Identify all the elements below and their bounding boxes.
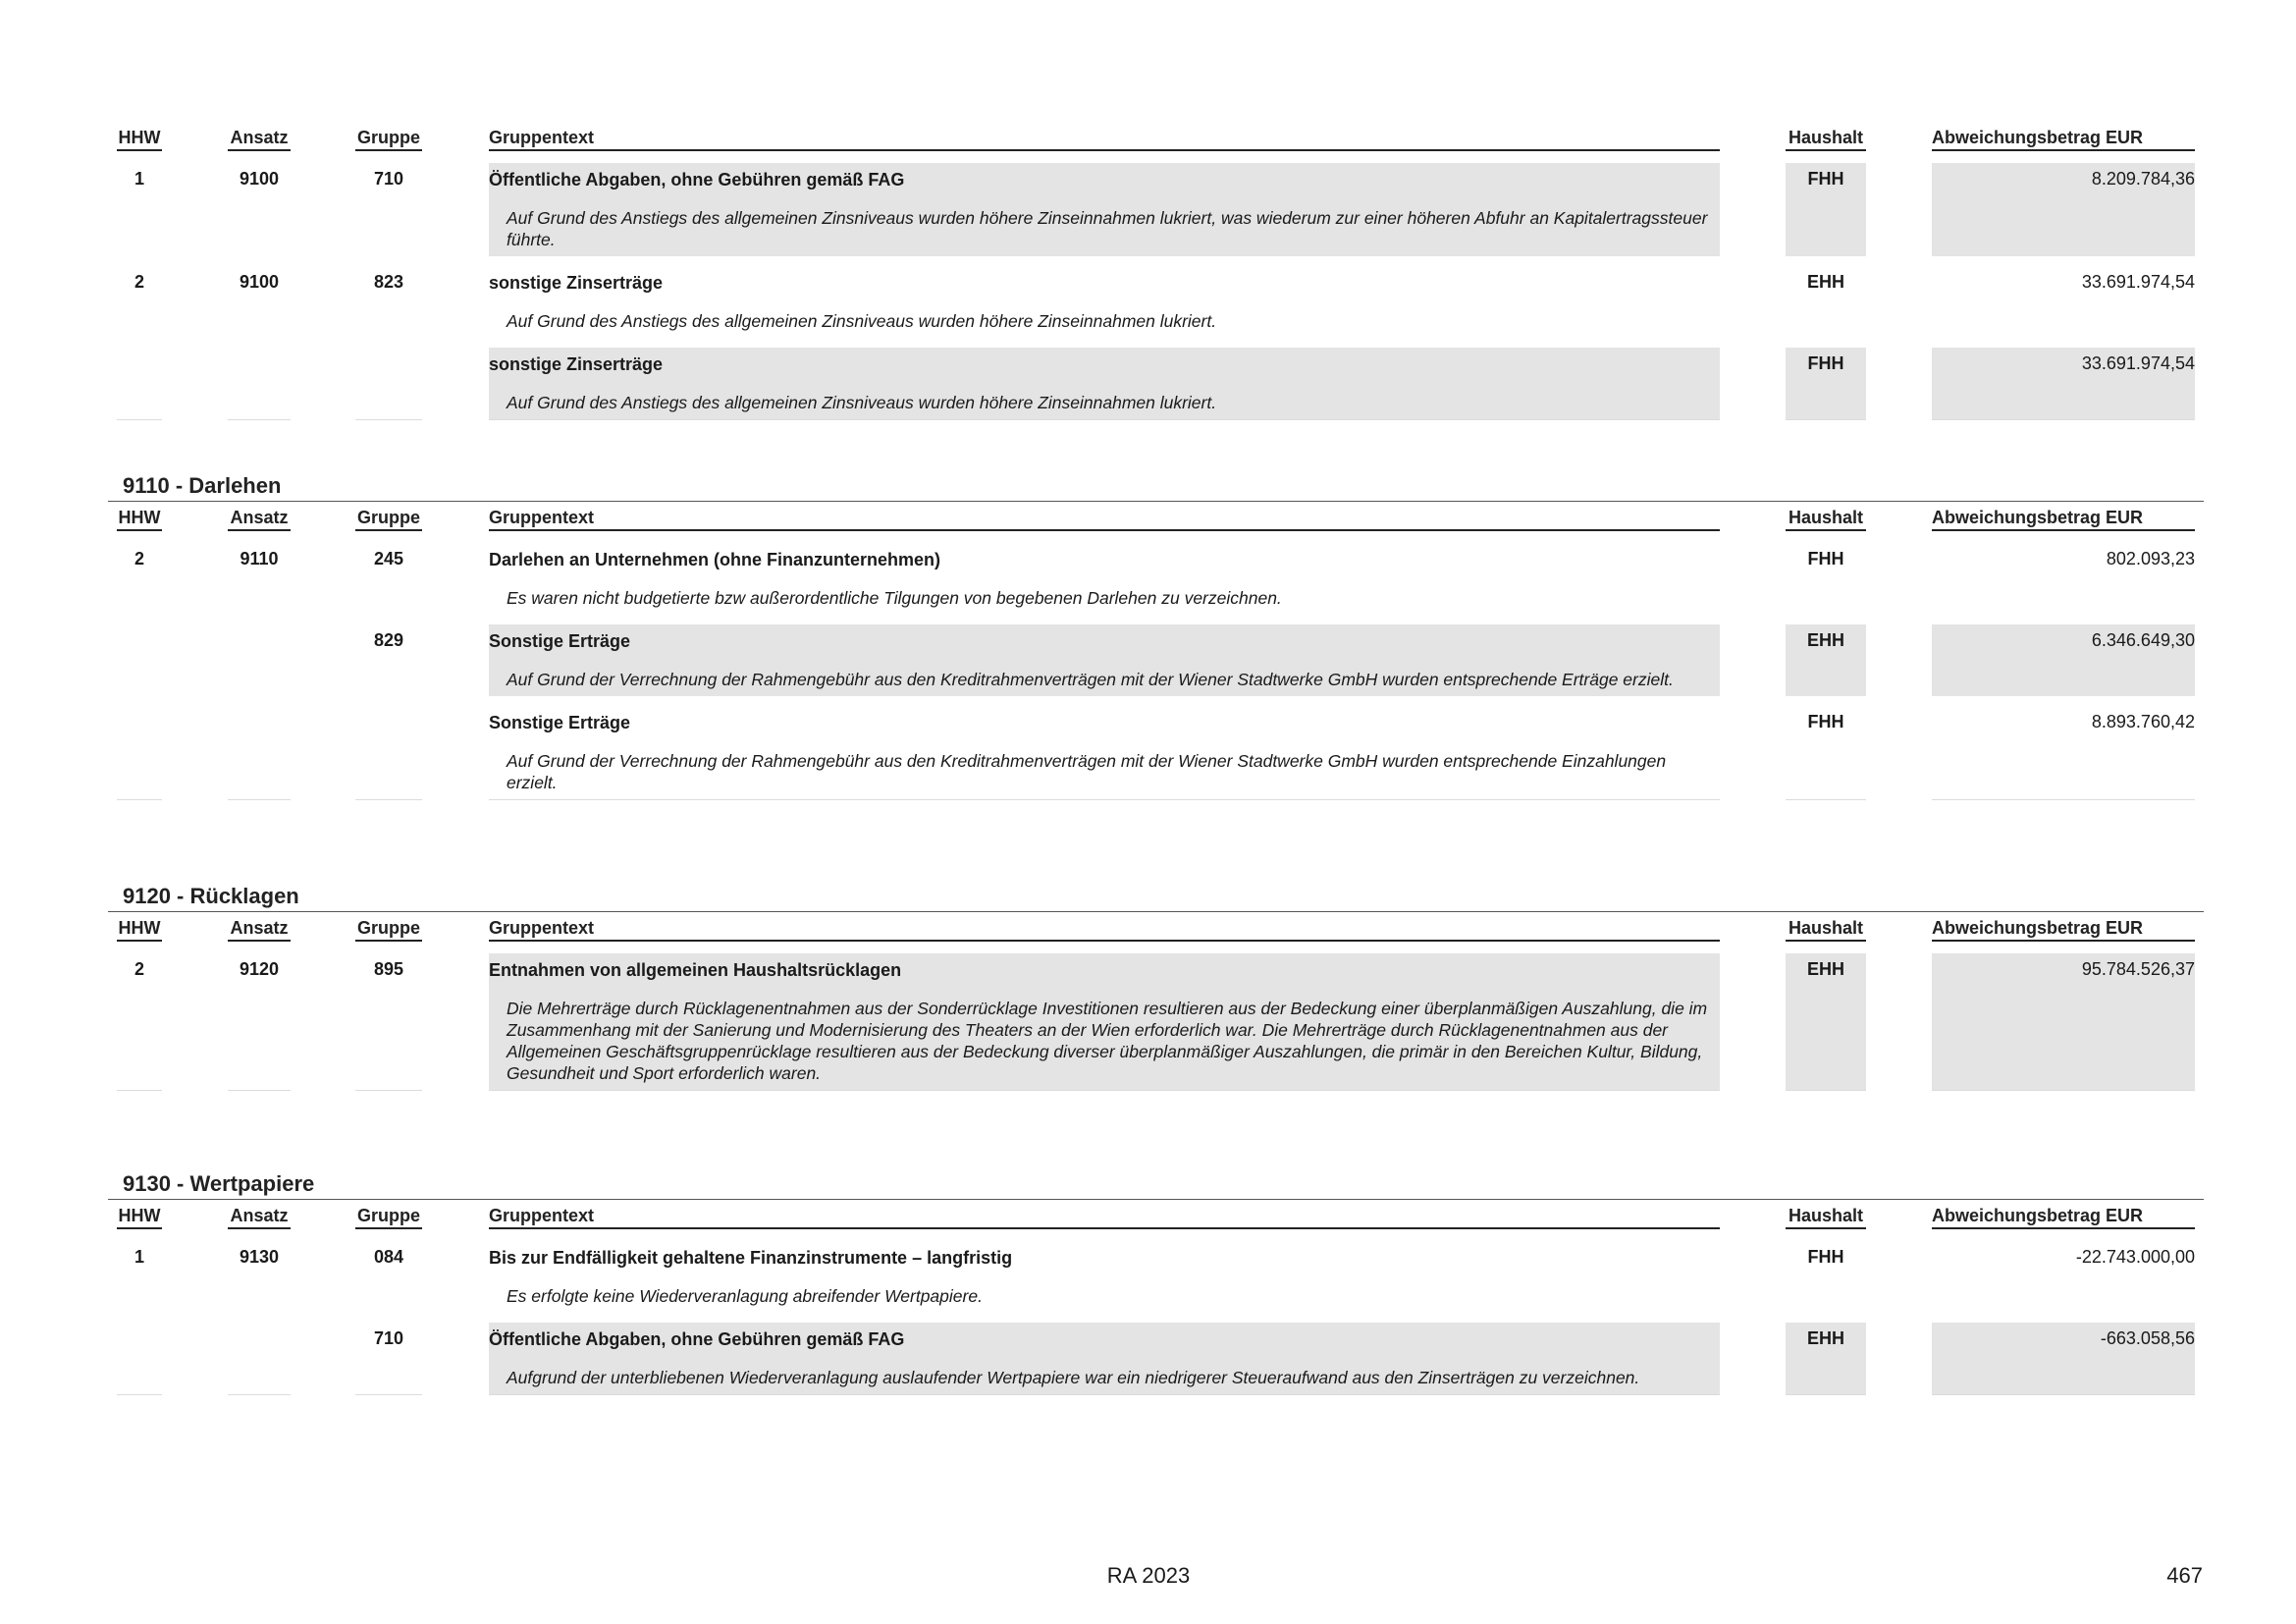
group-title: sonstige Zinserträge [489, 354, 664, 374]
cell-haushalt: EHH [1786, 624, 1866, 696]
table-row [108, 706, 2204, 799]
cell-gruppe: 823 [373, 272, 404, 292]
section-title: 9130 - Wertpapiere [108, 1169, 2204, 1200]
rule-segment [1786, 799, 1866, 800]
group-description: Auf Grund des Anstiegs des allgemeinen Zinsniveaus wurden höhere Zinseinnahmen lukriert. [507, 393, 1217, 412]
cell-betrag: 802.093,23 [2106, 549, 2195, 568]
cell-ansatz [228, 706, 291, 799]
cell-gruppentext [489, 543, 1720, 615]
cell-gruppe [355, 348, 422, 419]
table-row [108, 266, 2204, 338]
group-description: Auf Grund des Anstiegs des allgemeinen Zinsniveaus wurden höhere Zinseinnahmen lukriert, was wiederum zur einer höheren Abfuhr an Kapitalertragssteuer führte. [507, 208, 1708, 249]
rule-segment [1932, 799, 2195, 800]
rule-segment [489, 1090, 1720, 1091]
cell-betrag: 95.784.526,37 [1932, 953, 2195, 1090]
table-header [108, 1200, 2204, 1231]
cell-betrag: 8.893.760,42 [2091, 712, 2195, 731]
cell-betrag: -663.058,56 [1932, 1323, 2195, 1394]
header-gruppentext: Gruppentext [489, 918, 1720, 942]
group-title: sonstige Zinserträge [489, 273, 664, 293]
rule-segment [228, 419, 291, 420]
group-title: Entnahmen von allgemeinen Haushaltsrücklagen [489, 960, 902, 980]
header-gruppentext: Gruppentext [489, 1206, 1720, 1229]
cell-hhw [117, 348, 162, 419]
rule-segment [355, 799, 422, 800]
table-rows [108, 1241, 2204, 1395]
rule-segment [228, 1090, 291, 1091]
rule-segment [117, 1090, 162, 1091]
cell-hhw: 2 [133, 272, 144, 292]
header-betrag: Abweichungsbetrag EUR [1932, 508, 2195, 531]
header-haushalt: Haushalt [1786, 918, 1866, 942]
cell-haushalt: EHH [1806, 272, 1844, 292]
table-rows [108, 163, 2204, 420]
header-hhw: HHW [117, 508, 162, 531]
cell-haushalt: FHH [1807, 549, 1844, 568]
table-end-rule [108, 419, 2204, 420]
cell-betrag: 33.691.974,54 [1932, 348, 2195, 419]
cell-gruppentext [489, 1323, 1720, 1394]
group-description: Auf Grund der Verrechnung der Rahmengebühr aus den Kreditrahmenverträgen mit der Wiener Stadtwerke GmbH wurden entsprechende Einzahlungen erzielt. [507, 751, 1667, 792]
rule-segment [1786, 419, 1866, 420]
cell-hhw [117, 1323, 162, 1394]
section-9130 [108, 1169, 2204, 1395]
header-gruppe: Gruppe [355, 508, 422, 531]
group-title: Bis zur Endfälligkeit gehaltene Finanzinstrumente – langfristig [489, 1248, 1013, 1268]
rule-segment [1932, 1090, 2195, 1091]
header-betrag: Abweichungsbetrag EUR [1932, 128, 2195, 151]
header-betrag: Abweichungsbetrag EUR [1932, 918, 2195, 942]
table-header [108, 502, 2204, 533]
footer-report-label: RA 2023 [1106, 1563, 1191, 1588]
cell-gruppe: 895 [373, 959, 404, 979]
header-gruppentext: Gruppentext [489, 128, 1720, 151]
group-description: Aufgrund der unterbliebenen Wiederveranlagung auslaufender Wertpapiere war ein niedrigerer Steueraufwand aus den Zinserträgen zu verzeichnen. [507, 1368, 1640, 1387]
header-betrag: Abweichungsbetrag EUR [1932, 1206, 2195, 1229]
group-description: Die Mehrerträge durch Rücklagenentnahmen aus der Sonderrücklage Investitionen resultieren aus der Bedeckung einer überplanmäßigen Auszahlung, die im Zusammenhang mit der Sanierung und Modernisierung des Theaters an der Wien erforderlich war. Die Mehrerträge durch Rücklagenentnahmen aus der Allgemeinen Geschäftsgruppenrücklage resultieren aus der Bedeckung diverser überplanmäßiger Auszahlungen, die primär in den Bereichen Kultur, Bildung, Gesundheit und Sport erforderlich waren. [507, 999, 1708, 1083]
group-description: Es waren nicht budgetierte bzw außerordentliche Tilgungen von begebenen Darlehen zu verzeichnen. [507, 588, 1282, 608]
cell-gruppentext [489, 1241, 1720, 1313]
table-row [108, 163, 2204, 256]
table-header [108, 912, 2204, 944]
cell-ansatz: 9120 [239, 959, 280, 979]
cell-ansatz: 9130 [239, 1247, 280, 1267]
cell-gruppentext [489, 706, 1720, 799]
cell-hhw: 2 [133, 549, 144, 568]
header-gruppe: Gruppe [355, 918, 422, 942]
cell-gruppentext [489, 348, 1720, 419]
cell-gruppe: 710 [373, 169, 404, 189]
rule-segment [228, 799, 291, 800]
cell-gruppe [355, 706, 422, 799]
table-row [108, 543, 2204, 615]
cell-betrag: 6.346.649,30 [1932, 624, 2195, 696]
cell-ansatz: 9100 [239, 272, 280, 292]
group-title: Öffentliche Abgaben, ohne Gebühren gemäß FAG [489, 170, 905, 189]
cell-ansatz: 9100 [239, 169, 280, 189]
page-number: 467 [2166, 1563, 2203, 1588]
cell-hhw [117, 706, 162, 799]
group-title: Sonstige Erträge [489, 631, 631, 651]
cell-haushalt: FHH [1807, 712, 1844, 731]
table-row [108, 1241, 2204, 1313]
cell-gruppe: 710 [373, 1328, 404, 1348]
cell-ansatz: 9110 [240, 549, 279, 568]
table-row [108, 624, 2204, 696]
header-gruppe: Gruppe [355, 128, 422, 151]
cell-hhw: 1 [133, 169, 144, 189]
table-row [108, 953, 2204, 1090]
header-gruppentext: Gruppentext [489, 508, 1720, 531]
rule-segment [489, 419, 1720, 420]
header-ansatz: Ansatz [228, 1206, 291, 1229]
rule-segment [228, 1394, 291, 1395]
group-title: Darlehen an Unternehmen (ohne Finanzunternehmen) [489, 550, 941, 569]
cell-ansatz [228, 348, 291, 419]
header-haushalt: Haushalt [1786, 128, 1866, 151]
table-rows [108, 953, 2204, 1091]
rule-segment [489, 1394, 1720, 1395]
cell-betrag: -22.743.000,00 [2075, 1247, 2195, 1267]
group-title: Öffentliche Abgaben, ohne Gebühren gemäß FAG [489, 1329, 905, 1349]
rule-segment [1932, 419, 2195, 420]
group-description: Auf Grund der Verrechnung der Rahmengebühr aus den Kreditrahmenverträgen mit der Wiener Stadtwerke GmbH wurden entsprechende Erträge erzielt. [507, 670, 1674, 689]
section-9110 [108, 471, 2204, 800]
header-haushalt: Haushalt [1786, 508, 1866, 531]
cell-haushalt: EHH [1786, 953, 1866, 1090]
cell-hhw: 1 [133, 1247, 144, 1267]
table-row [108, 1323, 2204, 1394]
section-9100 [108, 122, 2204, 420]
group-title: Sonstige Erträge [489, 713, 631, 732]
cell-haushalt: FHH [1807, 1247, 1844, 1267]
table-end-rule [108, 1394, 2204, 1395]
header-hhw: HHW [117, 1206, 162, 1229]
cell-haushalt: EHH [1786, 1323, 1866, 1394]
table-rows [108, 543, 2204, 800]
cell-haushalt: FHH [1786, 348, 1866, 419]
rule-segment [355, 1090, 422, 1091]
rule-segment [117, 799, 162, 800]
table-row [108, 348, 2204, 419]
cell-betrag: 33.691.974,54 [2081, 272, 2195, 292]
rule-segment [355, 419, 422, 420]
cell-hhw [117, 624, 162, 696]
table-end-rule [108, 799, 2204, 800]
group-description: Auf Grund des Anstiegs des allgemeinen Zinsniveaus wurden höhere Zinseinnahmen lukriert. [507, 311, 1217, 331]
cell-gruppe: 245 [373, 549, 404, 568]
rule-segment [1932, 1394, 2195, 1395]
header-ansatz: Ansatz [228, 918, 291, 942]
header-hhw: HHW [117, 918, 162, 942]
header-hhw: HHW [117, 128, 162, 151]
group-description: Es erfolgte keine Wiederveranlagung abreifender Wertpapiere. [507, 1286, 983, 1306]
rule-segment [117, 419, 162, 420]
rule-segment [117, 1394, 162, 1395]
cell-hhw: 2 [133, 959, 144, 979]
rule-segment [489, 799, 1720, 800]
cell-gruppentext [489, 624, 1720, 696]
cell-ansatz [228, 1323, 291, 1394]
cell-gruppentext [489, 266, 1720, 338]
cell-gruppe: 829 [373, 630, 404, 650]
cell-gruppe: 084 [373, 1247, 404, 1267]
section-title: 9110 - Darlehen [108, 471, 2204, 502]
section-9120 [108, 882, 2204, 1091]
section-title: 9120 - Rücklagen [108, 882, 2204, 912]
rule-segment [1786, 1394, 1866, 1395]
header-gruppe: Gruppe [355, 1206, 422, 1229]
cell-betrag: 8.209.784,36 [1932, 163, 2195, 256]
cell-haushalt: FHH [1786, 163, 1866, 256]
header-haushalt: Haushalt [1786, 1206, 1866, 1229]
cell-ansatz [228, 624, 291, 696]
rule-segment [355, 1394, 422, 1395]
header-ansatz: Ansatz [228, 508, 291, 531]
table-header [108, 122, 2204, 153]
cell-gruppentext [489, 163, 1720, 256]
cell-gruppentext [489, 953, 1720, 1090]
table-end-rule [108, 1090, 2204, 1091]
header-ansatz: Ansatz [228, 128, 291, 151]
rule-segment [1786, 1090, 1866, 1091]
